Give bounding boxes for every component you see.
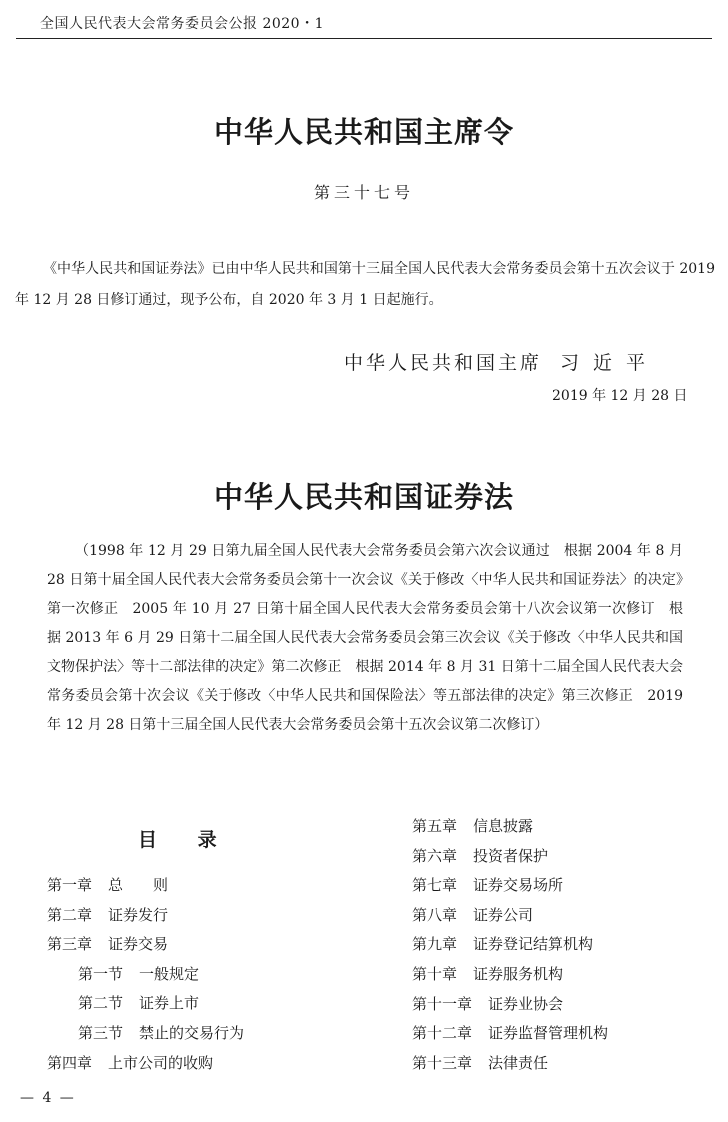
toc-entry-number: 第九章 [412,935,458,954]
toc-entry-title: 证券交易 [108,935,169,954]
toc-entry [412,1019,608,1049]
toc-entry-title: 证券发行 [108,905,169,924]
toc-entry-title: 证券交易场所 [473,876,564,895]
toc-entry-number: 第一章 [47,876,93,894]
toc-entry-number: 第六章 [412,846,458,865]
signer-name: 习近平 [560,352,660,374]
decree-date: 2019 年 12 月 28 日 [552,388,688,404]
toc-entry-title: 证券登记结算机构 [473,935,594,954]
toc-right-column [412,812,608,1078]
toc-section-entry [47,1019,244,1049]
signer-title: 中华人民共和国主席 [344,352,543,374]
toc-entry-number: 第四章 [47,1053,93,1072]
toc-entry-number: 第十一章 [412,994,473,1013]
toc-entry-title: 投资者保护 [473,846,549,865]
decree-number: 第三十七号 [313,183,414,202]
toc-entry [412,871,608,901]
toc-entry [47,1049,244,1079]
toc-entry-title: 信息披露 [473,817,534,835]
toc-entry [412,842,608,872]
toc-entry-number: 第五章 [412,817,458,835]
toc-entry-number: 第七章 [412,876,458,895]
toc-entry [412,930,608,960]
toc-entry-title: 证券公司 [473,905,534,924]
toc-section-entry [47,960,244,990]
toc-entry-number: 第十章 [412,964,458,983]
page-number: — 4 — [20,1090,76,1106]
toc-section-entry [47,989,244,1019]
header-divider [16,38,712,39]
journal-header: 全国人民代表大会常务委员会公报 2020・1 [40,16,324,32]
toc-entry-title: 禁止的交易行为 [139,1023,245,1042]
toc-entry [47,930,244,960]
decree-text: 《中华人民共和国证券法》已由中华人民共和国第十三届全国人民代表大会常务委员会第十五次会议于 2019 年 12 月 28 日修订通过，现予公布，自 2020 年 3 月 1 日起施行。 [15,261,715,308]
law-title: 中华人民共和国证券法 [213,480,514,514]
amendment-history: （1998 年 12 月 29 日第九届全国人民代表大会常务委员会第六次会议通过 根据 2004 年 8 月 28 日第十届全国人民代表大会常务委员会第十一次会议《关于修改〈中华人民共和国证券法〉的决定》第一次修正 2005 年 10 月 27 日第十届全国人民代表大会常务委员会第十八次会议第一次修订 根据 2013 年 6 月 29 日第十二届全国人民代表大会常务委员会第三次会议《关于修改〈中华人民共和国文物保护法〉等十二部法律的决定》第二次修正 根据 2014 年 8 月 31 日第十二届全国人民代表大会常务委员会第十次会议《关于修改〈中华人民共和国保险法〉等五部法律的决定》第三次修正 2019 年 12 月 28 日第十三届全国人民代表大会常务委员会第十五次会议第二次修订） [47,543,684,733]
toc-entry-title: 一般规定 [139,964,200,983]
toc-entry-title: 证券上市 [139,994,200,1013]
toc-left-column [47,871,244,1078]
toc-entry [412,960,608,990]
toc-entry-number: 第三节 [78,1023,124,1042]
toc-entry [47,871,244,901]
toc-entry [47,901,244,931]
decree-title: 中华人民共和国主席令 [213,115,514,149]
toc-entry-number: 第二章 [47,905,93,924]
toc-entry-number: 第三章 [47,935,93,954]
toc-entry [412,990,608,1020]
toc-entry-title: 上市公司的收购 [108,1053,214,1072]
toc-entry-title: 证券服务机构 [473,964,564,983]
toc-entry-number: 第八章 [412,905,458,924]
toc-entry-number: 第一节 [78,964,124,983]
toc-entry [412,1049,608,1079]
toc-entry-title: 证券监督管理机构 [488,1024,609,1043]
toc-entry-title: 总 则 [108,876,169,894]
toc-entry [412,901,608,931]
toc-entry [412,812,608,842]
toc-entry-number: 第二节 [78,994,124,1013]
toc-entry-number: 第十三章 [412,1053,473,1072]
toc-heading: 目 录 [138,829,219,851]
toc-entry-title: 法律责任 [488,1053,549,1072]
toc-entry-number: 第十二章 [412,1024,473,1043]
toc-entry-title: 证券业协会 [488,994,564,1013]
